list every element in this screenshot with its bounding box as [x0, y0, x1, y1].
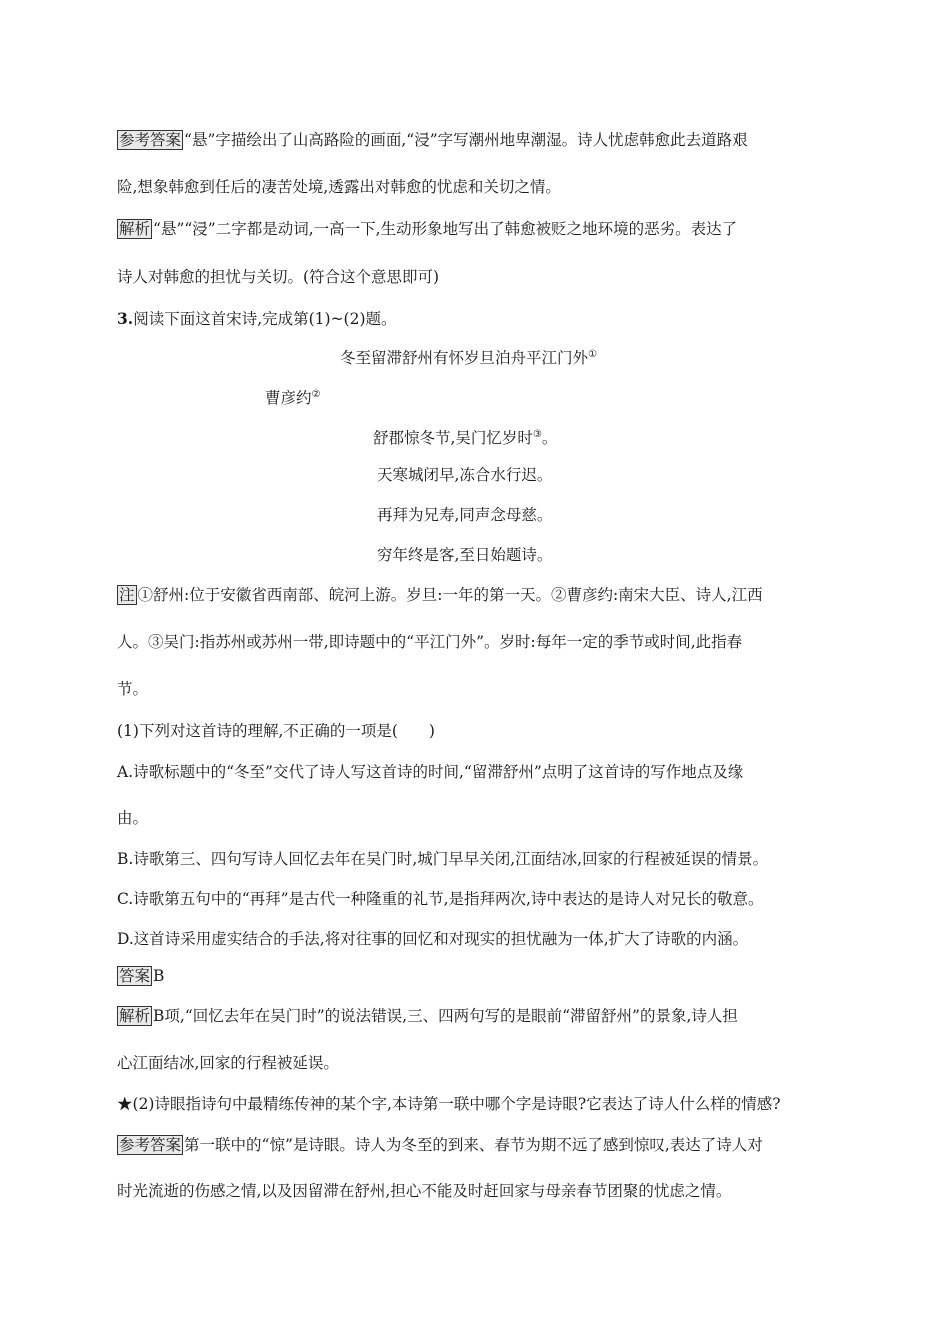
analysis-tag: 解析	[119, 220, 151, 238]
question-number: 3.	[117, 309, 134, 328]
poem-author	[265, 384, 320, 409]
sub1-analysis-line-2: 心江面结冰,回家的行程被延误。	[117, 1054, 339, 1072]
poem-title	[340, 344, 597, 369]
option-b: B.诗歌第三、四句写诗人回忆去年在吴门时,城门早早关闭,江面结冰,回家的行程被延误的情景。	[117, 850, 769, 868]
sub1-question: (1)下列对这首诗的理解,不正确的一项是( )	[117, 722, 435, 740]
sub2-answer-text-1: 第一联中的“惊”是诗眼。诗人为冬至的到来、春节为期不远了感到惊叹,表达了诗人对	[184, 1136, 763, 1154]
sub1-analysis-text-1: B项,“回忆去年在吴门时”的说法错误,三、四两句写的是眼前“滞留舒州”的景象,诗人担	[153, 1007, 738, 1025]
poem-title-note: ①	[588, 349, 597, 360]
analysis-tag: 解析	[119, 1007, 151, 1025]
poem-line-1	[373, 424, 557, 449]
poem-line-3: 再拜为兄寿,同声念母慈。	[377, 506, 553, 524]
q2-answer-line-2: 险,想象韩愈到任后的凄苦处境,透露出对韩愈的忧虑和关切之情。	[117, 178, 561, 196]
q2-analysis-line-2: 诗人对韩愈的担忧与关切。(符合这个意思即可)	[117, 268, 440, 286]
answer-tag: 参考答案	[119, 131, 182, 149]
q2-analysis-text-1: “悬”“浸”二字都是动词,一高一下,生动形象地写出了韩愈被贬之地环境的恶劣。表达了	[153, 220, 738, 238]
poem-author-note: ②	[311, 389, 321, 400]
answer-tag: 答案	[119, 967, 151, 985]
sub1-analysis-line-1	[117, 1005, 738, 1027]
option-a-line-2: 由。	[117, 809, 149, 827]
poem-line-2: 天寒城闭早,冻合水行迟。	[377, 466, 553, 484]
notes-tag: 注	[119, 586, 135, 604]
notes-line-1	[117, 584, 763, 606]
sub2-question-text: (2)诗眼指诗句中最精练传神的某个字,本诗第一联中哪个字是诗眼?它表达了诗人什么样的情感?	[132, 1095, 781, 1113]
poem-line-1-end: 。	[541, 429, 558, 448]
notes-line-3: 节。	[117, 680, 149, 698]
q2-answer-line-1	[117, 129, 748, 151]
option-a-line-1: A.诗歌标题中的“冬至”交代了诗人写这首诗的时间,“留滞舒州”点明了这首诗的写作地点及缘	[117, 763, 744, 781]
poem-title-text: 冬至留滞舒州有怀岁旦泊舟平江门外	[340, 349, 589, 368]
option-d: D.这首诗采用虚实结合的手法,将对往事的回忆和对现实的担忧融为一体,扩大了诗歌的内涵。	[117, 930, 749, 948]
sub2-answer-line-1	[117, 1134, 763, 1156]
q3-prompt	[117, 308, 397, 330]
sub2-question	[117, 1093, 781, 1115]
q2-answer-text-1: “悬”字描绘出了山高路险的画面,“浸”字写潮州地卑潮湿。诗人忧虑韩愈此去道路艰	[184, 131, 748, 149]
question-text: 阅读下面这首宋诗,完成第(1)~(2)题。	[133, 310, 397, 328]
poem-line-1-note: ③	[532, 429, 542, 440]
sub2-answer-line-2: 时光流逝的伤感之情,以及因留滞在舒州,担心不能及时赶回家与母亲春节团聚的忧虑之情。	[117, 1182, 732, 1200]
poem-author-text: 曹彦约	[265, 389, 312, 408]
poem-line-4: 穷年终是客,至日始题诗。	[377, 546, 553, 564]
notes-text-1: ①舒州:位于安徽省西南部、皖河上游。岁旦:一年的第一天。②曹彦约:南宋大臣、诗人,江西	[137, 586, 763, 604]
sub1-answer	[117, 965, 164, 987]
poem-line-1-text: 舒郡惊冬节,吴门忆岁时	[373, 429, 533, 448]
notes-line-2: 人。③吴门:指苏州或苏州一带,即诗题中的“平江门外”。岁时:每年一定的季节或时间,此指春	[117, 633, 743, 651]
answer-tag: 参考答案	[119, 1136, 182, 1154]
q2-analysis-line-1	[117, 218, 737, 240]
sub1-answer-value: B	[153, 967, 165, 985]
star-icon: ★	[117, 1095, 133, 1113]
option-c: C.诗歌第五句中的“再拜”是古代一种隆重的礼节,是指拜两次,诗中表达的是诗人对兄长的敬意。	[117, 890, 764, 908]
